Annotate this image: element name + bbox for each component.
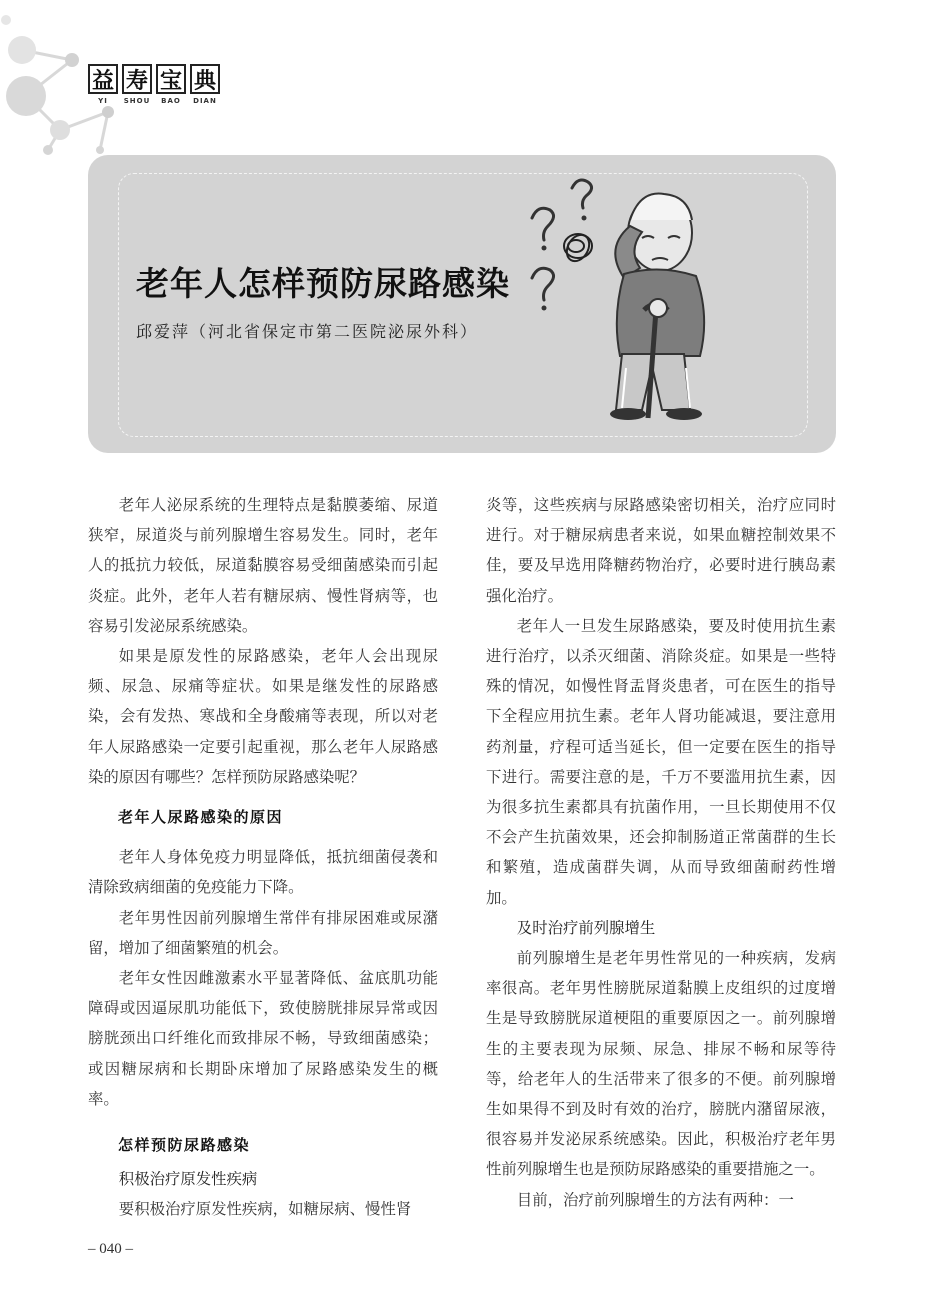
- paragraph: 老年男性因前列腺增生常伴有排尿困难或尿潴留，增加了细菌繁殖的机会。: [88, 908, 438, 957]
- paragraph: 老年人泌尿系统的生理特点是黏膜萎缩、尿道狭窄，尿道炎与前列腺增生容易发生。同时，老年人的抵抗力较低，尿道黏膜容易受细菌感染而引起炎症。此外，老年人若有糖尿病、慢性肾病等，也容易引发泌尿系统感染。: [88, 496, 438, 635]
- paragraph: 要积极治疗原发性疾病，如糖尿病、慢性肾: [118, 1200, 412, 1219]
- section-heading: 怎样预防尿路感染: [118, 1136, 251, 1155]
- logo-char: 宝: [156, 64, 186, 94]
- logo-pinyin: SHOU: [123, 97, 151, 105]
- logo-char: 益: [88, 64, 118, 94]
- paragraph: 如果是原发性的尿路感染，老年人会出现尿频、尿急、尿痛等症状。如果是继发性的尿路感染，会有发热、寒战和全身酸痛等表现，所以对老年人尿路感染一定要引起重视，那么老年人尿路感染的原因有哪些？怎样预防尿路感染呢？: [88, 647, 438, 786]
- logo-pinyin: DIAN: [193, 97, 217, 105]
- logo-char: 典: [190, 64, 220, 94]
- subsection-heading: 及时治疗前列腺增生: [516, 918, 656, 937]
- paragraph: 老年人身体免疫力明显降低，抵抗细菌侵袭和清除致病细菌的免疫能力下降。: [88, 848, 438, 897]
- paragraph: 炎等，这些疾病与尿路感染密切相关，治疗应同时进行。对于糖尿病患者来说，如果血糖控制效果不佳，要及早选用降糖药物治疗，必要时进行胰岛素强化治疗。: [486, 496, 836, 605]
- paragraph: 老年女性因雌激素水平显著降低、盆底肌功能障碍或因逼尿肌功能低下，致使膀胱排尿异常或因膀胱颈出口纤维化而致排尿不畅，导致细菌感染；或因糖尿病和长期卧床增加了尿路感染发生的概率。: [88, 969, 438, 1108]
- right-column: [486, 490, 836, 1215]
- left-column: [88, 490, 438, 1225]
- logo-pinyin: YI: [98, 97, 108, 105]
- section-heading: 老年人尿路感染的原因: [118, 808, 284, 827]
- subsection-heading: 积极治疗原发性疾病: [118, 1170, 258, 1189]
- confused-elderly-man-illustration-icon: [520, 178, 732, 426]
- article-title: 老年人怎样预防尿路感染: [136, 264, 510, 303]
- paragraph: 目前，治疗前列腺增生的方法有两种：一: [516, 1190, 794, 1209]
- logo-char: 寿: [122, 64, 152, 94]
- logo-pinyin: BAO: [161, 97, 181, 105]
- paragraph: 前列腺增生是老年男性常见的一种疾病，发病率很高。老年男性膀胱尿道黏膜上皮组织的过度增生是导致膀胱尿道梗阻的重要原因之一。前列腺增生的主要表现为尿频、尿急、排尿不畅和尿等待等，给老年人的生活带来了很多的不便。前列腺增生如果得不到及时有效的治疗，膀胱内潴留尿液，很容易并发泌尿系统感染。因此，积极治疗老年男性前列腺增生也是预防尿路感染的重要措施之一。: [486, 949, 836, 1179]
- paragraph: 老年人一旦发生尿路感染，要及时使用抗生素进行治疗，以杀灭细菌、消除炎症。如果是一些特殊的情况，如慢性肾盂肾炎患者，可在医生的指导下全程应用抗生素。老年人肾功能减退，要注意用药剂量，疗程可适当延长，但一定要在医生的指导下进行。需要注意的是，千万不要滥用抗生素，因为很多抗生素都具有抗菌作用，一旦长期使用不仅不会产生抗菌效果，还会抑制肠道正常菌群的生长和繁殖，造成菌群失调，从而导致细菌耐药性增加。: [486, 616, 836, 907]
- page-number: – 040 –: [88, 1241, 133, 1257]
- article-author: 邱爱萍（河北省保定市第二医院泌尿外科）: [136, 322, 479, 341]
- column-logo: [88, 64, 220, 105]
